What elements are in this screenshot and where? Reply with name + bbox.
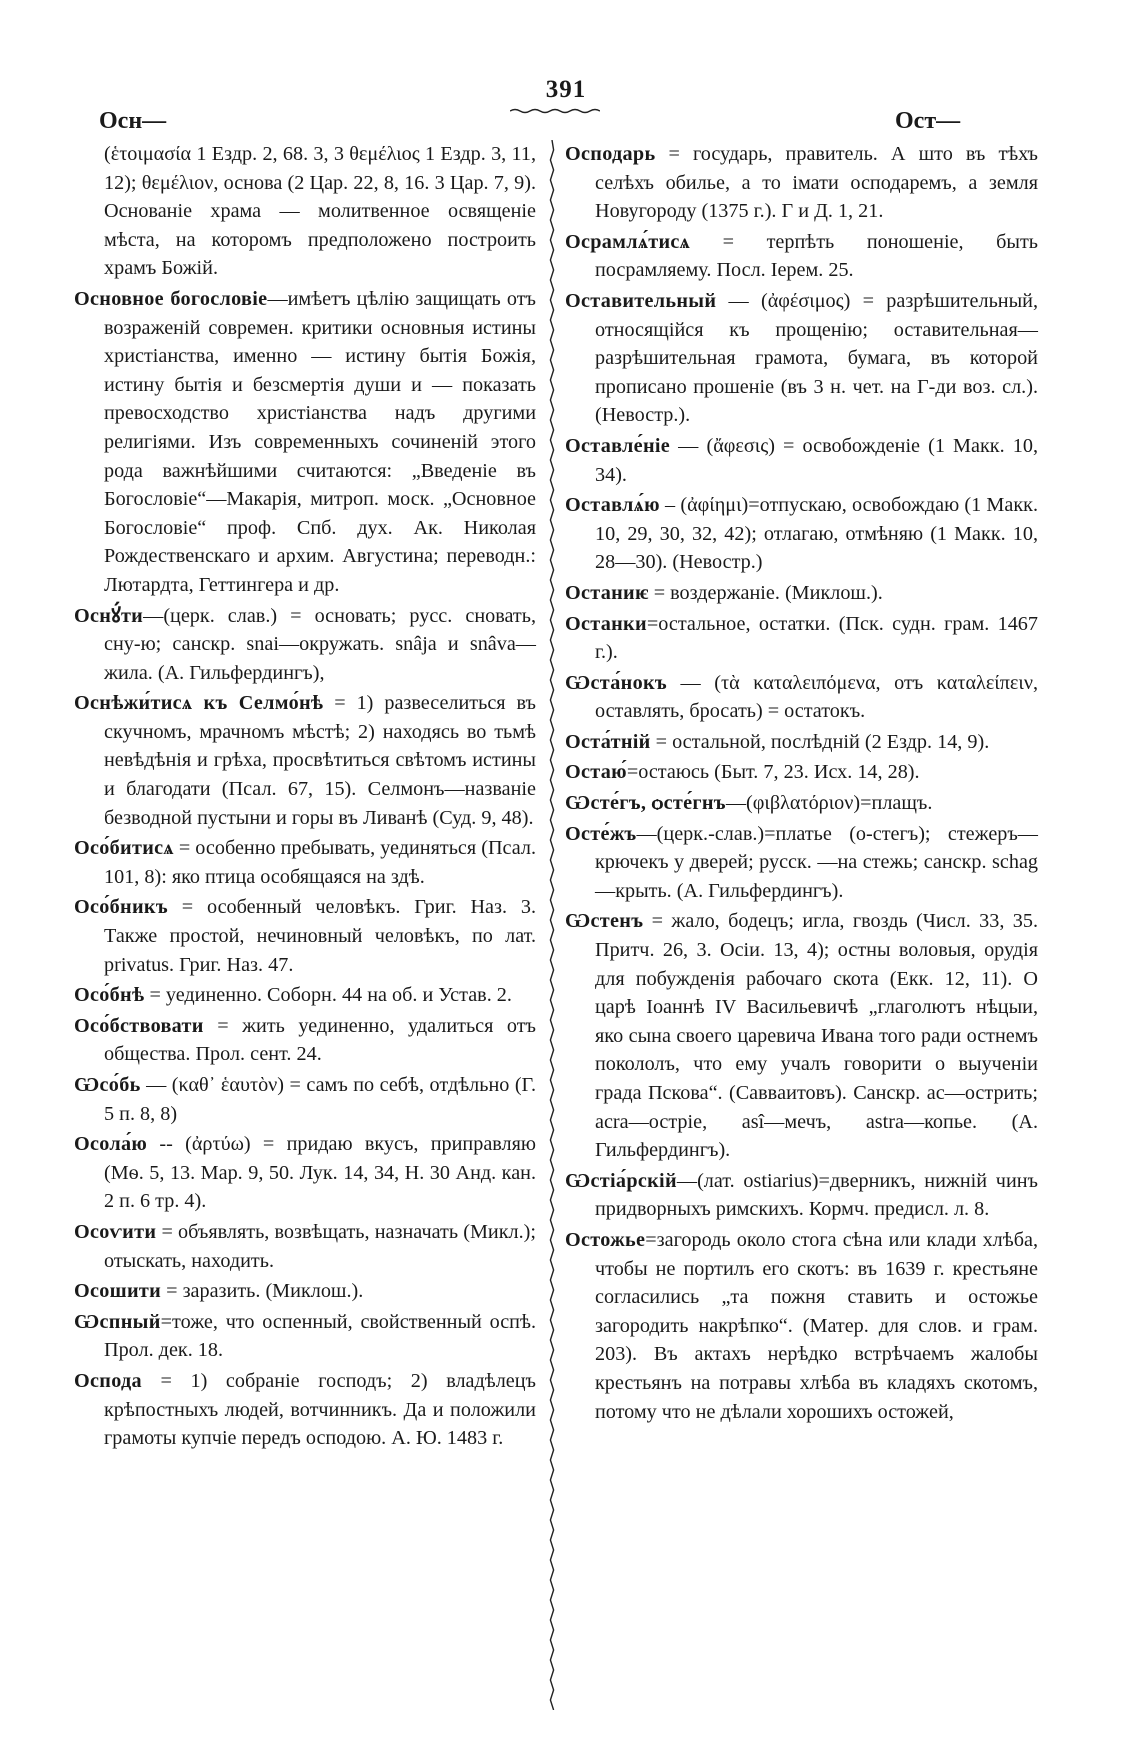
running-head-right: Ост— <box>895 108 961 134</box>
entry-definition: — (καθ᾿ ἑαυτὸν) = самъ по себѣ, отдѣльно (Г. 5 п. 8, 8) <box>104 1074 536 1125</box>
dictionary-entry <box>74 140 536 283</box>
dictionary-entry <box>565 610 1038 667</box>
entry-definition: =тоже, что оспенный, свойственный оспѣ. Прол. дек. 18. <box>104 1310 536 1362</box>
dictionary-entry <box>74 1130 536 1216</box>
dictionary-entry <box>74 285 536 600</box>
entry-definition: —имѣетъ цѣлію защищать отъ возраженій современ. критики основныя истины христіанства, именно — истину бытія Божія, истину бытія и безсмертія души и — показать превосходство христіанства надъ другими религіями. Изъ современныхъ сочиненій этого рода важнѣйшими считаются: „Введеніе въ Богословіе“—Макарія, митроп. моск. „Основное Богословіе“ проф. Спб. дух. Ак. Николая Рождественскаго и архим. Августина; переводн.: Лютардта, Геттингера и др. <box>104 287 536 596</box>
dictionary-entry <box>565 789 1038 818</box>
entry-definition: —(лат. ostiarius)=дверникъ, нижній чинъ придворныхъ римскихъ. Кормч. предисл. л. 8. <box>595 1169 1038 1221</box>
entry-headword: Ѡсте́гъ, ѻсте́гнъ <box>565 792 726 815</box>
dictionary-entry <box>74 1367 536 1453</box>
entry-headword: Останиѥ <box>565 581 649 604</box>
dictionary-entry <box>565 820 1038 906</box>
entry-headword: Оста́тній <box>565 730 651 753</box>
entry-definition: = жить уединенно, удалиться отъ общества. Прол. сент. 24. <box>104 1014 536 1066</box>
running-head-left: Осн— <box>99 108 167 134</box>
dictionary-entry <box>565 669 1038 726</box>
entry-definition: = терпѣть поношеніе, быть посрамляему. Посл. Іерем. 25. <box>595 230 1038 282</box>
dictionary-entry <box>74 1277 536 1306</box>
entry-definition: – (ἀφίημι)=отпускаю, освобождаю (1 Макк. 10, 29, 30, 32, 42); отлагаю, отмѣняю (1 Макк. 10, 28—30). (Невостр.) <box>595 494 1038 574</box>
entry-headword: Осоѵити <box>74 1220 157 1243</box>
dictionary-entry <box>565 140 1038 226</box>
entry-headword: Остаю́ <box>565 761 627 784</box>
entry-definition: = объявлять, возвѣщать, назначать (Микл.); отыскать, находить. <box>104 1220 536 1272</box>
dictionary-entry <box>565 728 1038 757</box>
dictionary-entry <box>74 602 536 688</box>
entry-headword: Останки <box>565 612 647 635</box>
entry-definition: — (ἄφεσις) = освобожденіе (1 Макк. 10, 34). <box>595 434 1038 486</box>
entry-headword: Осо́бнѣ <box>74 984 145 1007</box>
entry-headword: Ѡспный <box>74 1310 161 1333</box>
page-number-rule <box>510 108 600 114</box>
dictionary-entry <box>565 1167 1038 1224</box>
entry-headword: Осподарь <box>565 143 656 165</box>
entry-headword: Остожье <box>565 1228 646 1251</box>
entry-headword: Ѡстіа́рскій <box>565 1169 677 1192</box>
page-number: 391 <box>545 76 587 103</box>
entry-headword: Осо́битисѧ <box>74 837 174 860</box>
entry-headword: Основное богословіе <box>74 287 268 310</box>
entry-definition: =остальное, остатки. (Пск. судн. грам. 1467 г.). <box>595 612 1038 664</box>
column-divider <box>546 140 558 1710</box>
entry-headword: Осошити <box>74 1280 162 1303</box>
dictionary-entry <box>74 1012 536 1069</box>
entry-definition: =остаюсь (Быт. 7, 23. Исх. 14, 28). <box>626 761 920 784</box>
dictionary-entry <box>565 758 1038 787</box>
entry-headword: Осола́ю <box>74 1133 148 1156</box>
entry-definition: = воздержаніе. (Миклош.). <box>648 581 883 604</box>
entry-headword: Осо́бствовати <box>74 1014 204 1037</box>
entry-definition: — (τὰ καταλειπόμενα, отъ καταλείπειν, оставлять, бросать) = остатокъ. <box>595 671 1038 723</box>
entry-definition: =загородь около стога сѣна или клади хлѣба, чтобы не портилъ его скотъ: въ 1639 г. крестьяне согласились „та пожня ставить и остожье загородить накрѣпко“. (Матер. для слов. и грам. 203). Въ актахъ нерѣдко встрѣчаемъ жалобы крестьянъ на потравы хлѣба въ кладяхъ скотомъ, потому что не дѣлали хорошихъ остожей, <box>595 1228 1038 1423</box>
dictionary-entry <box>74 1071 536 1128</box>
entry-definition: = жало, бодецъ; игла, гвоздь (Числ. 33, 35. Притч. 26, 3. Осіи. 13, 4); остны воловыя, орудія для побужденія рабочаго скота (Екк. 12, 11). О царѣ Іоаннѣ IV Васильевичѣ „глаголютъ нѣцыи, яко сына своего царевича Ивана того ради остнемъ покололъ, что ему учалъ говорити о выученіи града Пскова“. (Саввaитовъ). Санскр. ас—острить; acra—остріе, asî—мечъ, astra—копье. (А. Гильфердингъ). <box>595 910 1038 1162</box>
dictionary-entry <box>74 981 536 1010</box>
dictionary-entry <box>74 893 536 979</box>
entry-definition: —(φιβλατόριον)=плащъ. <box>725 792 933 815</box>
entry-headword: Оснѣжи́тисѧ къ Селмо́нѣ <box>74 692 324 715</box>
entry-definition: -- (ἀρτύω) = придаю вкусъ, приправляю (Мѳ. 5, 13. Мар. 9, 50. Лук. 14, 34, Н. 30 Анд. кан. 2 п. 6 тр. 4). <box>104 1133 536 1213</box>
entry-definition: = 1) развеселиться въ скучномъ, мрачномъ мѣстѣ; 2) находясь во тьмѣ невѣдѣнія и грѣха, просвѣтиться свѣтомъ истины и благодати (Псал. 67, 15). Селмонъ—названіе безводной пустыни и горы въ Ливанѣ (Суд. 9, 48). <box>104 692 536 829</box>
entry-definition: (ἑτοιμασία 1 Ездр. 2, 68. 3, 3 θεμέλιος 1 Ездр. 3, 11, 12); θεμέλιον, основа (2 Цар. 22, 8, 16. 3 Цар. 7, 9). Основаніе храма — молитвенное освященіе мѣста, на которомъ предположено построить храмъ Божій. <box>104 143 536 280</box>
entry-headword: Осрамлѧ́тисѧ <box>565 230 691 253</box>
right-column <box>565 140 1038 1428</box>
entry-headword: Оспода <box>74 1369 142 1392</box>
left-column <box>74 140 536 1455</box>
entry-headword: Ѡста́нокъ <box>565 671 667 694</box>
entry-headword: Оснꙋ́ти <box>74 604 144 627</box>
entry-headword: Ѡстенъ <box>565 910 644 933</box>
dictionary-entry <box>565 907 1038 1164</box>
dictionary-entry <box>74 834 536 891</box>
dictionary-entry <box>74 1308 536 1365</box>
entry-definition: = 1) собраніе господъ; 2) владѣлецъ крѣпостныхъ людей, вотчинникъ. Да и положили грамоты купчіе передъ осподою. А. Ю. 1483 г. <box>104 1369 536 1450</box>
entry-definition: —(церк. слав.) = основать; русс. сновать, сну-ю; санскр. snai—окружать. snâja и snâva—жила. (А. Гильфердингъ), <box>104 604 536 684</box>
entry-definition: = остальной, послѣдній (2 Ездр. 14, 9). <box>650 730 990 753</box>
entry-headword: Оставлѧ́ю <box>565 494 660 517</box>
entry-definition: = государь, правитель. А што въ тѣхъ селѣхъ обилье, а то імати осподаремъ, а земля Новугороду (1375 г.). Г и Д. 1, 21. <box>595 143 1038 223</box>
entry-definition: —(церк.-слав.)=платье (о-стегъ); стежеръ—крючекъ у дверей; русск. —на стежь; санскр. schag—крыть. (А. Гильфердингъ). <box>595 822 1038 902</box>
entry-definition: = особенный человѣкъ. Григ. Наз. 3. Также простой, нечиновный человѣкъ, по лат. privatus. Григ. Наз. 47. <box>104 896 536 976</box>
entry-headword: Осо́бникъ <box>74 896 168 919</box>
dictionary-entry <box>74 1218 536 1275</box>
dictionary-entry <box>565 491 1038 577</box>
entry-definition: — (ἀφέσιμος) = разрѣшительный, относящійся къ прощенію; оставительная—разрѣшительная грамота, бумага, въ которой прописано прошеніе (въ 3 н. чет. на Г-ди воз. сл.). (Невостр.). <box>595 289 1038 427</box>
dictionary-entry <box>565 1226 1038 1426</box>
entry-headword: Ѡсо́бь <box>74 1074 141 1096</box>
entry-definition: = заразить. (Миклош.). <box>161 1280 364 1303</box>
entry-headword: Оставительный <box>565 289 717 312</box>
entry-definition: = особенно пребывать, уединяться (Псал. 101, 8): яко птица особящаяся на здѣ. <box>104 837 536 888</box>
entry-headword: Осте́жъ <box>565 822 637 845</box>
dictionary-entry <box>565 228 1038 285</box>
entry-definition: = уединенно. Соборн. 44 на об. и Устав. 2. <box>144 984 512 1007</box>
dictionary-entry <box>565 432 1038 489</box>
dictionary-entry <box>565 579 1038 608</box>
dictionary-entry <box>565 287 1038 430</box>
entry-headword: Оставле́ніе <box>565 434 671 457</box>
dictionary-entry <box>74 689 536 832</box>
